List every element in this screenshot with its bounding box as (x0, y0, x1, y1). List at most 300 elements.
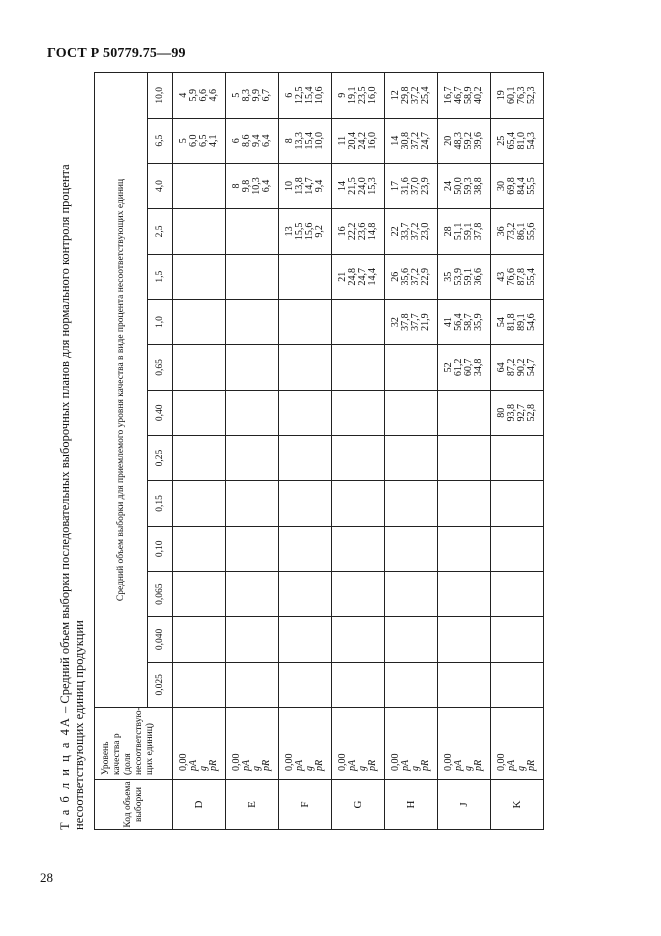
value-cell (385, 435, 438, 480)
value-cell (438, 526, 491, 571)
value-line: 25 (496, 135, 507, 146)
value-line: 8,3 (241, 89, 252, 102)
value-line: 17 (390, 181, 401, 192)
sample-size-code: D (173, 780, 226, 830)
value-line: 35,6 (400, 267, 411, 286)
value-line: 23,5 (357, 86, 368, 105)
value-cell (173, 299, 226, 344)
value-cell (332, 73, 385, 119)
value-cell (332, 345, 385, 390)
value-line: 86,1 (516, 222, 527, 241)
value-line: 6 (231, 138, 242, 144)
value-line: 6,7 (261, 89, 272, 102)
value-cell (438, 163, 491, 208)
value-cell (491, 662, 544, 707)
level-symbol: 0,00 (284, 753, 295, 771)
value-cell (491, 435, 544, 480)
value-line: 89,1 (516, 313, 527, 331)
value-cell (226, 617, 279, 662)
value-cell (226, 662, 279, 707)
level-symbol: pA (506, 759, 517, 771)
value-line: 35,9 (473, 313, 484, 331)
value-line: 30,8 (400, 131, 411, 150)
value-cell (279, 617, 332, 662)
table-caption (58, 72, 86, 830)
value-line: 81,0 (516, 131, 527, 150)
level-symbol: pA (188, 759, 199, 771)
level-symbol: 0,00 (337, 753, 348, 771)
value-cell (438, 617, 491, 662)
value-cell (385, 571, 438, 616)
value-line: 5,9 (188, 89, 199, 102)
value-cell (332, 617, 385, 662)
value-line: 59,2 (463, 131, 474, 150)
value-cell (332, 481, 385, 526)
value-line: 13,8 (294, 177, 305, 195)
value-line: 58,7 (463, 313, 474, 331)
level-symbol: 0,00 (496, 753, 507, 771)
caption-text: – Средний объем выборки последовательных выборочных планов для нормального контроля процента несоответствующих единиц продукции (58, 164, 86, 830)
aql-header-cell: 1,0 (148, 299, 173, 344)
value-line: 15,4 (304, 86, 315, 105)
value-cell (226, 481, 279, 526)
aql-header-cell: 1,5 (148, 254, 173, 299)
aql-header-cell: 2,5 (148, 209, 173, 254)
sample-size-code: K (491, 780, 544, 830)
value-line: 13 (284, 226, 295, 237)
value-cell (491, 118, 544, 163)
value-line: 32 (390, 317, 401, 328)
value-line: 50,0 (453, 177, 464, 195)
value-line: 55,5 (526, 177, 537, 195)
value-cell (332, 662, 385, 707)
value-cell (491, 571, 544, 616)
value-cell (226, 209, 279, 254)
value-cell (491, 617, 544, 662)
value-cell (438, 435, 491, 480)
aql-header-cell: 0,25 (148, 435, 173, 480)
level-symbol: pA (400, 759, 411, 771)
value-line: 64 (496, 362, 507, 373)
value-cell (385, 481, 438, 526)
value-cell (226, 345, 279, 390)
value-cell (332, 390, 385, 435)
value-cell (173, 254, 226, 299)
value-line: 11 (337, 135, 348, 146)
level-symbol: g (304, 766, 315, 771)
value-line: 10,6 (314, 86, 325, 105)
value-cell (385, 73, 438, 119)
value-cell (491, 481, 544, 526)
value-line: 69,8 (506, 177, 517, 195)
value-line: 30 (496, 181, 507, 192)
aql-header-cell: 10,0 (148, 73, 173, 119)
value-line: 4,1 (208, 134, 219, 147)
column-header-code: Код объема выборки (95, 780, 173, 830)
value-cell (226, 390, 279, 435)
level-symbols (226, 708, 279, 780)
value-line: 46,7 (453, 86, 464, 105)
value-line: 37,0 (410, 177, 421, 195)
sample-size-code: G (332, 780, 385, 830)
level-symbol: pR (526, 759, 537, 771)
level-symbol: g (251, 766, 262, 771)
value-line: 37,2 (410, 131, 421, 150)
value-line: 65,4 (506, 131, 517, 150)
value-cell (279, 481, 332, 526)
value-cell (332, 571, 385, 616)
value-cell (279, 526, 332, 571)
value-cell (226, 526, 279, 571)
value-line: 81,8 (506, 313, 517, 331)
value-cell (385, 390, 438, 435)
value-line: 9,4 (314, 179, 325, 193)
aql-header-cell: 0,025 (148, 662, 173, 707)
value-line: 59,1 (463, 267, 474, 286)
level-symbols (173, 708, 226, 780)
value-line: 14,7 (304, 177, 315, 195)
value-cell (279, 435, 332, 480)
aql-header-cell: 0,15 (148, 481, 173, 526)
value-line: 84,4 (516, 177, 527, 195)
value-line: 5 (178, 138, 189, 144)
value-cell (385, 662, 438, 707)
value-line: 14,4 (367, 267, 378, 286)
level-symbols (491, 708, 544, 780)
value-cell (279, 118, 332, 163)
value-line: 20 (443, 135, 454, 146)
document-header: ГОСТ Р 50779.75—99 (47, 46, 186, 61)
value-line: 33,7 (400, 222, 411, 241)
value-line: 60,1 (506, 86, 517, 105)
value-cell (385, 299, 438, 344)
value-line: 23,6 (357, 222, 368, 241)
value-line: 55,6 (526, 222, 537, 241)
value-line: 24,7 (357, 267, 368, 286)
level-symbols (279, 708, 332, 780)
value-line: 13,3 (294, 131, 305, 150)
value-line: 10,0 (314, 131, 325, 150)
value-line: 19 (496, 90, 507, 101)
value-line: 90,2 (516, 358, 527, 377)
value-cell (332, 435, 385, 480)
value-line: 6,0 (188, 134, 199, 147)
value-cell (491, 209, 544, 254)
value-cell (491, 163, 544, 208)
value-line: 9,2 (314, 225, 325, 238)
value-line: 21,5 (347, 177, 358, 195)
value-line: 19,1 (347, 86, 358, 105)
value-cell (173, 571, 226, 616)
value-line: 37,7 (410, 313, 421, 331)
caption-prefix: Т а б л и ц а 4А (58, 716, 72, 830)
value-cell (173, 435, 226, 480)
value-line: 41 (443, 317, 454, 328)
value-line: 93,8 (506, 404, 517, 422)
value-line: 28 (443, 226, 454, 237)
value-cell (279, 163, 332, 208)
value-line: 34,8 (473, 358, 484, 377)
value-line: 59,1 (463, 222, 474, 241)
aql-header-cell: 0,40 (148, 390, 173, 435)
value-line: 80 (496, 407, 507, 418)
value-line: 43 (496, 271, 507, 282)
value-line: 24,2 (357, 131, 368, 150)
value-line: 37,8 (400, 313, 411, 331)
value-line: 31,6 (400, 177, 411, 195)
value-line: 10,3 (251, 177, 262, 195)
value-line: 12 (390, 90, 401, 101)
value-line: 22 (390, 226, 401, 237)
table-row (385, 73, 438, 830)
value-line: 6,4 (261, 179, 272, 193)
value-line: 40,2 (473, 86, 484, 105)
table-row (332, 73, 385, 830)
value-line: 51,1 (453, 222, 464, 241)
value-line: 16,7 (443, 86, 454, 105)
value-line: 59,3 (463, 177, 474, 195)
value-line: 14 (390, 135, 401, 146)
value-cell (279, 345, 332, 390)
value-line: 61,2 (453, 358, 464, 377)
table-row (226, 73, 279, 830)
value-cell (491, 390, 544, 435)
value-cell (226, 571, 279, 616)
value-line: 56,4 (453, 313, 464, 331)
value-line: 54,7 (526, 358, 537, 377)
value-line: 87,2 (506, 358, 517, 377)
value-line: 52,8 (526, 404, 537, 422)
value-line: 37,2 (410, 222, 421, 241)
value-line: 52 (443, 362, 454, 373)
table-row (438, 73, 491, 830)
value-line: 8 (231, 183, 242, 189)
column-header-level: Уровень качества p (доля несоответствую-щих единиц) (95, 708, 173, 780)
value-cell (438, 209, 491, 254)
level-symbol: 0,00 (231, 753, 242, 771)
value-line: 39,6 (473, 131, 484, 150)
value-line: 37,8 (473, 222, 484, 241)
value-cell (226, 73, 279, 119)
value-line: 54,6 (526, 313, 537, 331)
value-cell (279, 571, 332, 616)
value-line: 6,4 (261, 134, 272, 147)
value-cell (385, 118, 438, 163)
value-line: 55,4 (526, 267, 537, 286)
value-line: 23,0 (420, 222, 431, 241)
value-line: 60,7 (463, 358, 474, 377)
value-cell (226, 118, 279, 163)
value-line: 20,4 (347, 131, 358, 150)
value-cell (226, 163, 279, 208)
value-line: 21 (337, 271, 348, 282)
value-line: 12,5 (294, 86, 305, 105)
value-cell (332, 209, 385, 254)
sample-size-code: H (385, 780, 438, 830)
value-cell (279, 662, 332, 707)
level-symbols (385, 708, 438, 780)
value-line: 9,8 (241, 179, 252, 193)
value-cell (332, 526, 385, 571)
value-cell (438, 118, 491, 163)
value-line: 23,9 (420, 177, 431, 195)
aql-header-cell: 4,0 (148, 163, 173, 208)
value-line: 24,0 (357, 177, 368, 195)
value-cell (491, 73, 544, 119)
value-cell (438, 345, 491, 390)
level-symbol: 0,00 (178, 753, 189, 771)
value-line: 9 (337, 92, 348, 98)
column-group-header: Средний объем выборки для приемлемого уровня качества в виде процента несоответствующих единиц (95, 73, 148, 708)
sample-size-code: F (279, 780, 332, 830)
level-symbol: pR (420, 759, 431, 771)
value-line: 24,8 (347, 267, 358, 286)
level-symbol: pR (208, 759, 219, 771)
value-cell (438, 73, 491, 119)
level-symbol: g (357, 766, 368, 771)
value-line: 5 (231, 92, 242, 98)
value-cell (173, 118, 226, 163)
value-line: 37,2 (410, 86, 421, 105)
level-symbols (332, 708, 385, 780)
value-line: 4,6 (208, 89, 219, 102)
value-cell (332, 163, 385, 208)
value-cell (385, 526, 438, 571)
level-symbol: pA (453, 759, 464, 771)
value-cell (438, 662, 491, 707)
value-line: 73,2 (506, 222, 517, 241)
value-line: 24,7 (420, 131, 431, 150)
value-line: 37,2 (410, 267, 421, 286)
value-cell (173, 163, 226, 208)
value-line: 36 (496, 226, 507, 237)
value-cell (279, 73, 332, 119)
value-line: 8,6 (241, 134, 252, 147)
sample-size-code: J (438, 780, 491, 830)
value-line: 14 (337, 181, 348, 192)
value-line: 8 (284, 138, 295, 144)
value-line: 29,8 (400, 86, 411, 105)
value-line: 15,3 (367, 177, 378, 195)
value-cell (491, 345, 544, 390)
level-symbol: 0,00 (390, 753, 401, 771)
value-cell (279, 254, 332, 299)
level-symbol: g (516, 766, 527, 771)
value-cell (226, 254, 279, 299)
value-line: 53,9 (453, 267, 464, 286)
value-line: 52,3 (526, 86, 537, 105)
value-line: 92,7 (516, 404, 527, 422)
level-symbols (438, 708, 491, 780)
value-cell (438, 254, 491, 299)
value-cell (173, 481, 226, 526)
value-cell (279, 299, 332, 344)
level-symbol: 0,00 (443, 753, 454, 771)
value-line: 21,9 (420, 313, 431, 331)
level-symbol: pR (261, 759, 272, 771)
value-line: 15,6 (304, 222, 315, 241)
value-line: 6,5 (198, 134, 209, 147)
value-cell (173, 345, 226, 390)
value-cell (173, 73, 226, 119)
value-line: 25,4 (420, 86, 431, 105)
value-cell (279, 390, 332, 435)
value-line: 9,4 (251, 134, 262, 147)
level-symbol: pA (294, 759, 305, 771)
value-line: 6 (284, 92, 295, 98)
value-line: 15,4 (304, 131, 315, 150)
value-cell (173, 209, 226, 254)
value-cell (438, 299, 491, 344)
value-line: 54,3 (526, 131, 537, 150)
value-line: 38,8 (473, 177, 484, 195)
value-line: 10 (284, 181, 295, 192)
value-cell (226, 299, 279, 344)
value-line: 36,6 (473, 267, 484, 286)
value-line: 4 (178, 92, 189, 98)
value-line: 16,0 (367, 131, 378, 150)
value-cell (385, 617, 438, 662)
level-symbol: pA (347, 759, 358, 771)
value-cell (385, 345, 438, 390)
value-line: 76,6 (506, 267, 517, 286)
value-cell (173, 390, 226, 435)
value-cell (332, 254, 385, 299)
value-cell (226, 435, 279, 480)
value-cell (385, 254, 438, 299)
value-cell (491, 526, 544, 571)
level-symbol: g (198, 766, 209, 771)
value-line: 26 (390, 271, 401, 282)
value-cell (332, 299, 385, 344)
table-row (491, 73, 544, 830)
aql-header-cell: 0,040 (148, 617, 173, 662)
level-symbol: pR (473, 759, 484, 771)
value-line: 24 (443, 181, 454, 192)
aql-header-cell: 0,10 (148, 526, 173, 571)
value-cell (385, 163, 438, 208)
level-symbol: g (463, 766, 474, 771)
value-line: 35 (443, 271, 454, 282)
value-line: 15,5 (294, 222, 305, 241)
value-cell (279, 209, 332, 254)
value-cell (173, 662, 226, 707)
sample-size-code: E (226, 780, 279, 830)
value-cell (385, 209, 438, 254)
level-symbol: pR (314, 759, 325, 771)
page-number: 28 (40, 870, 53, 885)
value-line: 87,8 (516, 267, 527, 286)
value-line: 58,9 (463, 86, 474, 105)
table-row (279, 73, 332, 830)
value-cell (438, 390, 491, 435)
value-cell (491, 299, 544, 344)
value-line: 54 (496, 317, 507, 328)
level-symbol: pR (367, 759, 378, 771)
value-line: 48,3 (453, 131, 464, 150)
rotated-table-area (58, 72, 618, 830)
value-cell (173, 526, 226, 571)
value-line: 9,9 (251, 89, 262, 102)
value-cell (438, 571, 491, 616)
table-body (173, 73, 544, 830)
value-line: 76,3 (516, 86, 527, 105)
sample-size-table (94, 72, 544, 830)
aql-header-cell: 0,065 (148, 571, 173, 616)
value-cell (173, 617, 226, 662)
aql-header-cell: 6,5 (148, 118, 173, 163)
value-line: 14,8 (367, 222, 378, 241)
